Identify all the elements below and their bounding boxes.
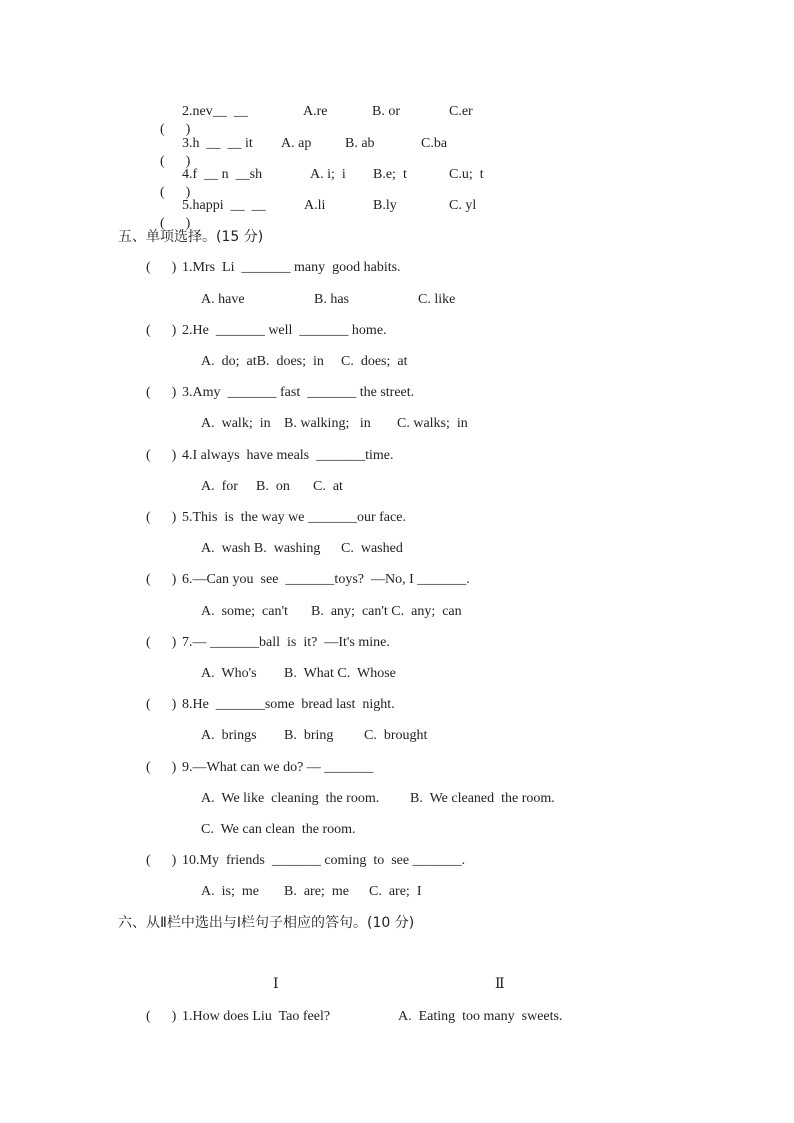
s5-q7-paren[interactable]: ( ) <box>146 635 177 650</box>
s5-q8-paren[interactable]: ( ) <box>146 697 177 712</box>
answer-paren[interactable]: ( ) <box>160 216 191 231</box>
answer-paren[interactable]: ( ) <box>160 154 191 169</box>
s5-q5-text: 5.This is the way we _______our face. <box>182 510 406 525</box>
s4-row-2-opt-c[interactable]: C.er <box>449 104 473 119</box>
s4-row-3-opt-a[interactable]: A. ap <box>281 136 312 151</box>
s5-q10-opt-b[interactable]: B. are; me <box>284 884 349 899</box>
s5-q3-text: 3.Amy _______ fast _______ the street. <box>182 385 415 400</box>
s4-row-3-opt-c[interactable]: C.ba <box>421 136 448 151</box>
s5-q6-paren[interactable]: ( ) <box>146 572 177 587</box>
section6-title: 六、从Ⅱ栏中选出与Ⅰ栏句子相应的答句。(10 分) <box>118 915 415 931</box>
answer-paren[interactable]: ( ) <box>160 185 191 200</box>
s5-q9-opt-c[interactable]: C. We can clean the room. <box>201 822 356 837</box>
answer-paren[interactable]: ( ) <box>160 122 191 137</box>
s5-q3-opt-a[interactable]: A. walk; in <box>201 416 271 431</box>
section5-title: 五、单项选择。(15 分) <box>118 229 264 245</box>
s5-q9-paren[interactable]: ( ) <box>146 760 177 775</box>
s5-q2-opt-c[interactable]: C. does; at <box>341 354 408 369</box>
s4-row-2-stem: 2.nev__ __ <box>182 104 248 119</box>
s5-q10-opt-a[interactable]: A. is; me <box>201 884 259 899</box>
s4-row-4-opt-c[interactable]: C.u; t <box>449 167 484 182</box>
s5-q1-paren[interactable]: ( ) <box>146 260 177 275</box>
s5-q6-text: 6.—Can you see _______toys? —No, I _______. <box>182 572 470 587</box>
s4-row-2-opt-b[interactable]: B. or <box>372 104 400 119</box>
s4-row-4-opt-b[interactable]: B.e; t <box>373 167 407 182</box>
s4-row-3-opt-b[interactable]: B. ab <box>345 136 375 151</box>
s5-q8-opt-a[interactable]: A. brings <box>201 728 257 743</box>
s5-q4-opt-c[interactable]: C. at <box>313 479 343 494</box>
column-2-header: Ⅱ <box>495 977 505 992</box>
s4-row-2-opt-a[interactable]: A.re <box>303 104 328 119</box>
s5-q8-opt-c[interactable]: C. brought <box>364 728 428 743</box>
s5-q5-opt-ab[interactable]: A. wash B. washing <box>201 541 321 556</box>
s5-q3-opt-c[interactable]: C. walks; in <box>397 416 468 431</box>
s5-q2-opt-ab[interactable]: A. do; atB. does; in <box>201 354 324 369</box>
s5-q1-text: 1.Mrs Li _______ many good habits. <box>182 260 401 275</box>
s5-q1-opt-b[interactable]: B. has <box>314 292 349 307</box>
s5-q7-opt-bc[interactable]: B. What C. Whose <box>284 666 396 681</box>
s5-q2-paren[interactable]: ( ) <box>146 323 177 338</box>
s5-q7-text: 7.— _______ball is it? —It's mine. <box>182 635 390 650</box>
s4-row-5-stem: 5.happi __ __ <box>182 198 266 213</box>
s6-answer-a: A. Eating too many sweets. <box>398 1009 563 1024</box>
s4-row-5-opt-b[interactable]: B.ly <box>373 198 397 213</box>
s5-q4-text: 4.I always have meals _______time. <box>182 448 394 463</box>
s5-q9-opt-b[interactable]: B. We cleaned the room. <box>410 791 555 806</box>
s5-q3-opt-b[interactable]: B. walking; in <box>284 416 371 431</box>
s5-q5-paren[interactable]: ( ) <box>146 510 177 525</box>
s6-q1-text: 1.How does Liu Tao feel? <box>182 1009 331 1024</box>
s4-row-3-stem: 3.h __ __ it <box>182 136 253 151</box>
s5-q3-paren[interactable]: ( ) <box>146 385 177 400</box>
s5-q10-text: 10.My friends _______ coming to see _______. <box>182 853 466 868</box>
column-1-header: Ⅰ <box>273 977 279 992</box>
s5-q1-opt-a[interactable]: A. have <box>201 292 245 307</box>
s5-q9-text: 9.—What can we do? — _______ <box>182 760 374 775</box>
s5-q2-text: 2.He _______ well _______ home. <box>182 323 387 338</box>
s5-q9-opt-a[interactable]: A. We like cleaning the room. <box>201 791 380 806</box>
s6-q1-paren[interactable]: ( ) <box>146 1009 177 1024</box>
s5-q5-opt-c[interactable]: C. washed <box>341 541 403 556</box>
s4-row-5-opt-a[interactable]: A.li <box>304 198 326 213</box>
s5-q4-paren[interactable]: ( ) <box>146 448 177 463</box>
s4-row-4-stem: 4.f __ n __sh <box>182 167 263 182</box>
s5-q8-text: 8.He _______some bread last night. <box>182 697 395 712</box>
s4-row-4-opt-a[interactable]: A. i; i <box>310 167 346 182</box>
s5-q4-opt-a[interactable]: A. for <box>201 479 238 494</box>
s5-q6-opt-a[interactable]: A. some; can't <box>201 604 288 619</box>
s5-q10-paren[interactable]: ( ) <box>146 853 177 868</box>
s4-row-5-opt-c[interactable]: C. yl <box>449 198 477 213</box>
s5-q4-opt-b[interactable]: B. on <box>256 479 290 494</box>
s5-q7-opt-a[interactable]: A. Who's <box>201 666 257 681</box>
s5-q10-opt-c[interactable]: C. are; I <box>369 884 422 899</box>
s5-q6-opt-bc[interactable]: B. any; can't C. any; can <box>311 604 462 619</box>
s5-q1-opt-c[interactable]: C. like <box>418 292 456 307</box>
s5-q8-opt-b[interactable]: B. bring <box>284 728 334 743</box>
